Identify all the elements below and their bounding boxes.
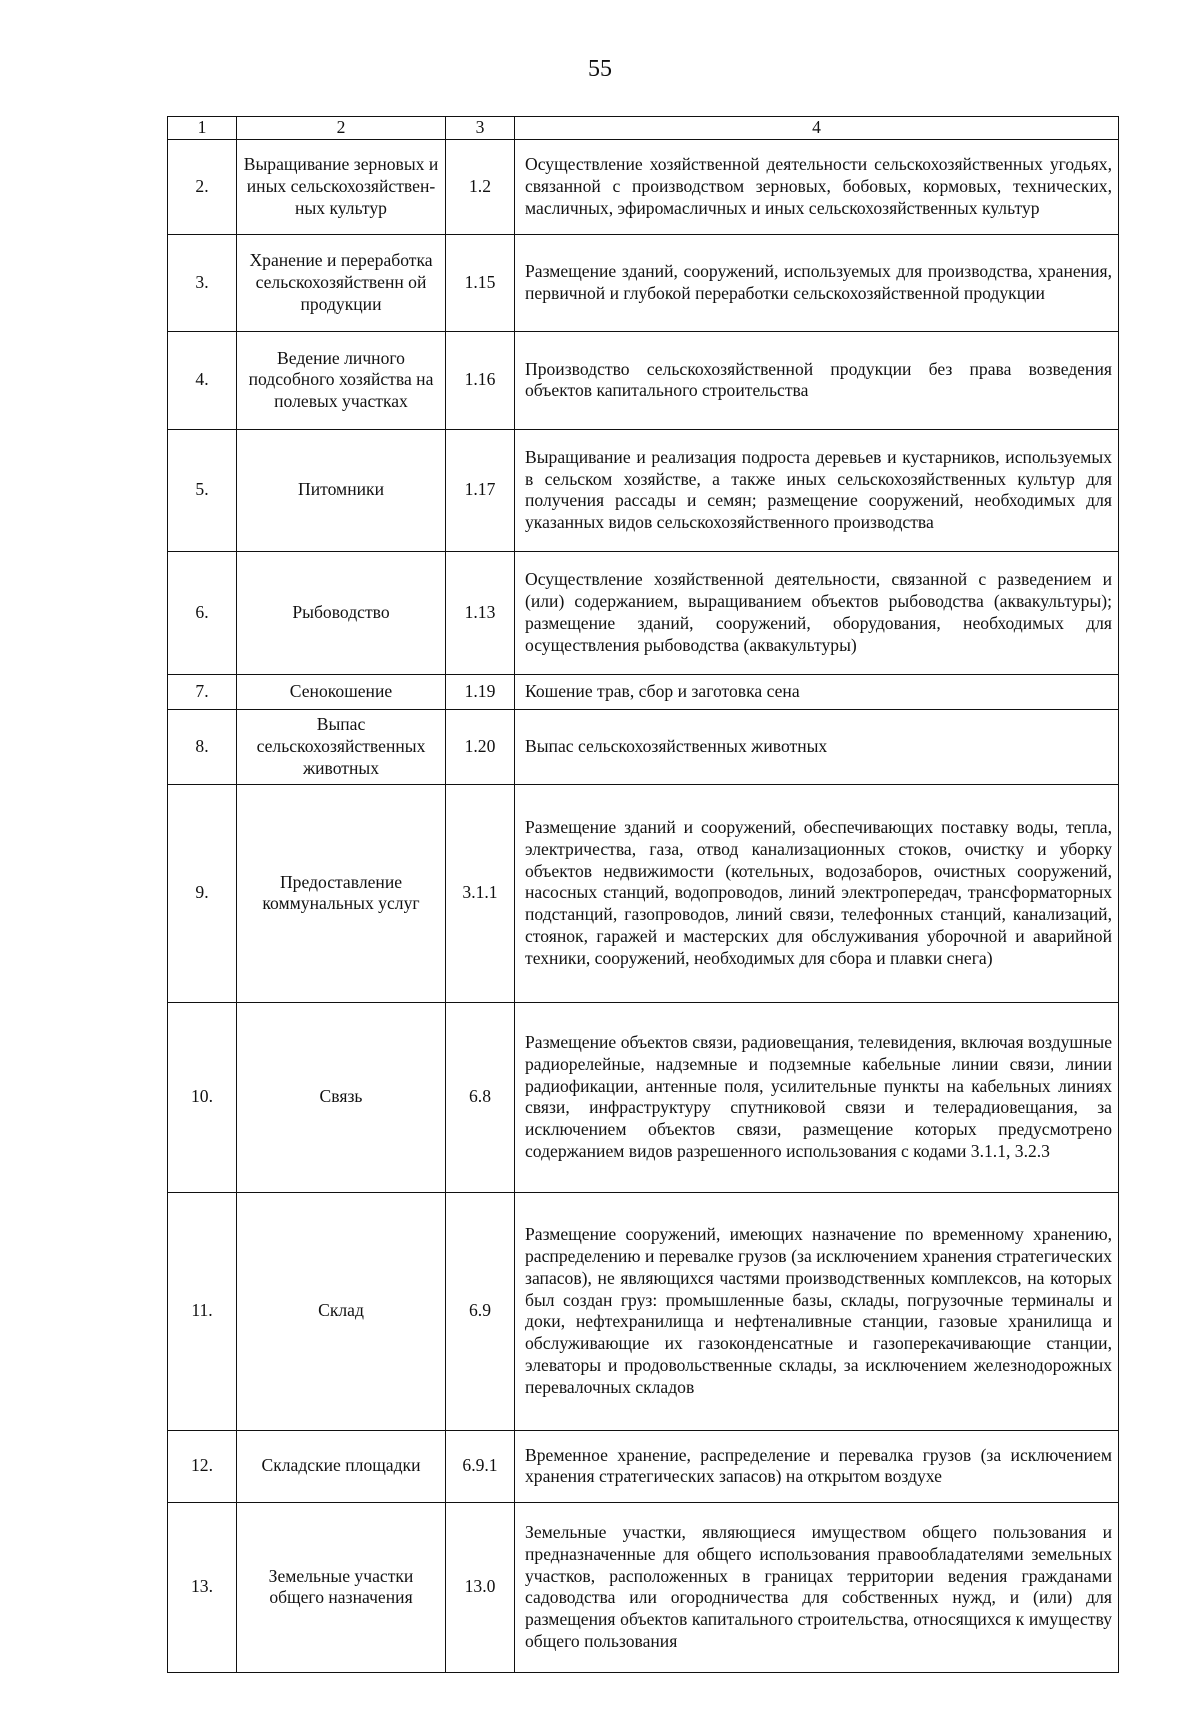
use-type-name: Сенокошение	[237, 674, 446, 709]
land-use-table	[167, 116, 1119, 1673]
use-type-description: Осуществление хозяйственной деятельности сельскохозяйственных угодьях, связанной с производством зерновых, бобовых, кормовых, технических, масличных, эфиромасличных и иных сельскохозяйственных культур	[515, 139, 1119, 234]
use-type-code: 1.2	[446, 139, 515, 234]
table-row	[168, 139, 1119, 234]
table-body	[168, 139, 1119, 1672]
header-col-2: 2	[237, 117, 446, 140]
use-type-name: Выращивание зерновых и иных сельскохозяйствен-ных культур	[237, 139, 446, 234]
header-col-4: 4	[515, 117, 1119, 140]
use-type-description: Размещение сооружений, имеющих назначение по временному хранению, распределению и перевалке грузов (за исключением хранения стратегических запасов), не являющихся частями производственных комплексов, на которых был создан груз: промышленные базы, склады, погрузочные терминалы и доки, нефтехранилища и нефтеналивные станции, газовые хранилища и обслуживающие их газоконденсатные и газоперекачивающие станции, элеваторы и продовольственные склады, за исключением железнодорожных перевалочных складов	[515, 1192, 1119, 1430]
row-number: 3.	[168, 234, 237, 331]
use-type-code: 1.15	[446, 234, 515, 331]
use-type-description: Выпас сельскохозяйственных животных	[515, 709, 1119, 784]
use-type-code: 13.0	[446, 1502, 515, 1672]
use-type-name: Питомники	[237, 429, 446, 551]
page-number: 55	[588, 56, 612, 82]
table-row	[168, 1430, 1119, 1502]
use-type-name: Земельные участки общего назначения	[237, 1502, 446, 1672]
row-number: 2.	[168, 139, 237, 234]
use-type-description: Временное хранение, распределение и перевалка грузов (за исключением хранения стратегических запасов) на открытом воздухе	[515, 1430, 1119, 1502]
table-row	[168, 1192, 1119, 1430]
use-type-description: Производство сельскохозяйственной продукции без права возведения объектов капитального строительства	[515, 331, 1119, 429]
use-type-code: 1.20	[446, 709, 515, 784]
use-type-description: Размещение зданий и сооружений, обеспечивающих поставку воды, тепла, электричества, газа, отвод канализационных стоков, очистку и уборку объектов недвижимости (котельных, водозаборов, очистных сооружений, насосных станций, водопроводов, линий электропередач, трансформаторных подстанций, газопроводов, линий связи, телефонных станций, канализаций, стоянок, гаражей и мастерских для обслуживания уборочной и аварийной техники, сооружений, необходимых для сбора и плавки снега)	[515, 784, 1119, 1002]
table-row	[168, 429, 1119, 551]
row-number: 8.	[168, 709, 237, 784]
table-header-row	[168, 117, 1119, 140]
use-type-description: Размещение зданий, сооружений, используемых для производства, хранения, первичной и глубокой переработки сельскохозяйственной продукции	[515, 234, 1119, 331]
use-type-description: Размещение объектов связи, радиовещания, телевидения, включая воздушные радиорелейные, надземные и подземные кабельные линии связи, линии радиофикации, антенные поля, усилительные пункты на кабельных линиях связи, инфраструктуру спутниковой связи и телерадиовещания, за исключением объектов связи, размещение которых предусмотрено содержанием видов разрешенного использования с кодами 3.1.1, 3.2.3	[515, 1002, 1119, 1192]
use-type-name: Предоставление коммунальных услуг	[237, 784, 446, 1002]
use-type-code: 1.17	[446, 429, 515, 551]
use-type-name: Связь	[237, 1002, 446, 1192]
header-col-3: 3	[446, 117, 515, 140]
row-number: 6.	[168, 551, 237, 674]
use-type-description: Земельные участки, являющиеся имуществом общего пользования и предназначенные для общего использования правообладателями земельных участков, расположенных в границах территории ведения гражданами садоводства или огородничества для собственных нужд, и (или) для размещения объектов капитального строительства, относящихся к имуществу общего пользования	[515, 1502, 1119, 1672]
row-number: 10.	[168, 1002, 237, 1192]
table-row	[168, 1502, 1119, 1672]
use-type-code: 1.16	[446, 331, 515, 429]
row-number: 5.	[168, 429, 237, 551]
table-row	[168, 1002, 1119, 1192]
use-type-code: 6.9	[446, 1192, 515, 1430]
table-row	[168, 709, 1119, 784]
row-number: 9.	[168, 784, 237, 1002]
table-row	[168, 674, 1119, 709]
row-number: 13.	[168, 1502, 237, 1672]
use-type-name: Хранение и переработка сельскохозяйственн ой продукции	[237, 234, 446, 331]
use-type-name: Склад	[237, 1192, 446, 1430]
use-type-description: Осуществление хозяйственной деятельности, связанной с разведением и (или) содержанием, выращиванием объектов рыбоводства (аквакультуры); размещение зданий, сооружений, оборудования, необходимых для осуществления рыбоводства (аквакультуры)	[515, 551, 1119, 674]
use-type-name: Ведение личного подсобного хозяйства на полевых участках	[237, 331, 446, 429]
table-row	[168, 234, 1119, 331]
use-type-name: Рыбоводство	[237, 551, 446, 674]
use-type-description: Выращивание и реализация подроста деревьев и кустарников, используемых в сельском хозяйстве, а также иных сельскохозяйственных культур для получения рассады и семян; размещение сооружений, необходимых для указанных видов сельскохозяйственного производства	[515, 429, 1119, 551]
table-row	[168, 331, 1119, 429]
use-type-code: 6.8	[446, 1002, 515, 1192]
use-type-name: Выпас сельскохозяйственных животных	[237, 709, 446, 784]
header-col-1: 1	[168, 117, 237, 140]
use-type-code: 3.1.1	[446, 784, 515, 1002]
table-row	[168, 784, 1119, 1002]
use-type-description: Кошение трав, сбор и заготовка сена	[515, 674, 1119, 709]
table-row	[168, 551, 1119, 674]
row-number: 7.	[168, 674, 237, 709]
use-type-code: 6.9.1	[446, 1430, 515, 1502]
use-type-code: 1.19	[446, 674, 515, 709]
use-type-name: Складские площадки	[237, 1430, 446, 1502]
use-type-code: 1.13	[446, 551, 515, 674]
row-number: 11.	[168, 1192, 237, 1430]
row-number: 12.	[168, 1430, 237, 1502]
row-number: 4.	[168, 331, 237, 429]
